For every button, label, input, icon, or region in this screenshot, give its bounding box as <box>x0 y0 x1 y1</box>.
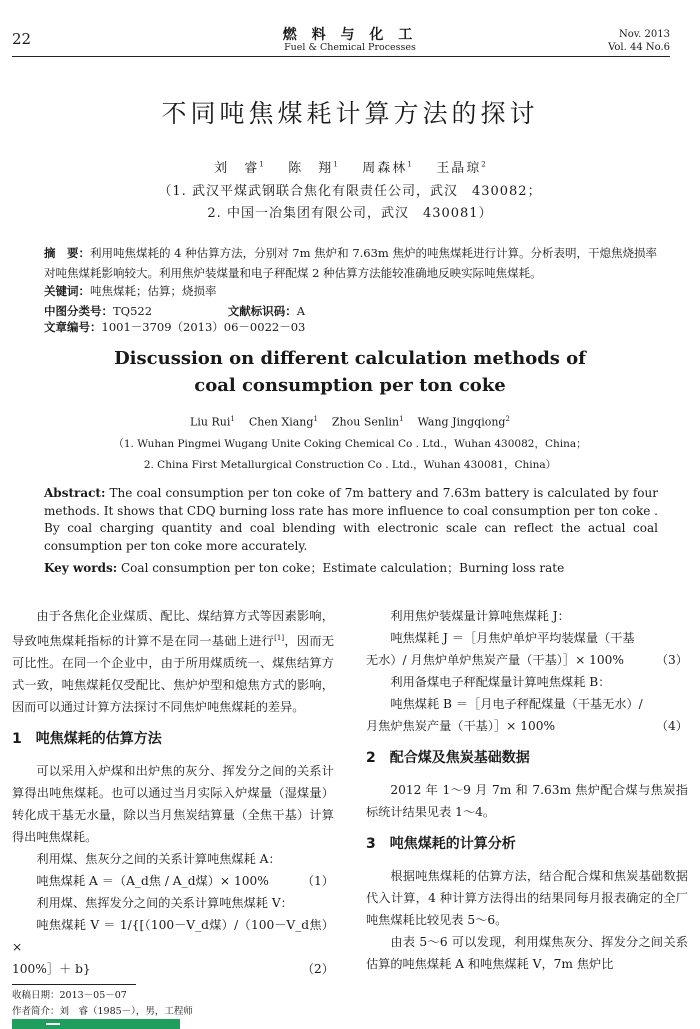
equation-1-number: （1） <box>301 874 334 889</box>
page-number: 22 <box>12 30 32 48</box>
equation-3-line-1: 吨焦煤耗 J ＝［月焦炉单炉平均装煤量（干基 <box>390 631 635 645</box>
equation-2-line-1: 吨焦煤耗 V ＝ 1/{[（100－V_d煤）/（100－V_d焦）× <box>12 918 334 955</box>
author-en-name: Chen Xiang <box>248 415 314 429</box>
journal-name-cn: 燃 料 与 化 工 <box>282 27 418 43</box>
equation-4 <box>366 715 688 737</box>
author-en-sup: 1 <box>313 415 318 423</box>
section-1-paragraph: 可以采用入炉煤和出炉焦的灰分、挥发分之间的关系计算得出吨焦煤耗。也可以通过当月实际入炉煤量（湿煤量）转化成干基无水量，除以当月焦炭结算量（全焦干基）计算得出吨焦煤耗。 <box>12 764 334 845</box>
doc-code <box>228 303 341 319</box>
method-v-intro: 利用煤、焦挥发分之间的关系计算吨焦煤耗 V： <box>36 896 293 911</box>
method-j-intro: 利用焦炉装煤量计算吨焦煤耗 J： <box>390 609 570 623</box>
article-label: 文章编号： <box>44 320 102 334</box>
section-1-heading: 1 吨焦煤耗的估算方法 <box>12 731 162 748</box>
section-2-heading: 2 配合煤及焦炭基础数据 <box>366 750 530 766</box>
section-2-paragraph: 2012 年 1～9 月 7m 和 7.63m 焦炉配合煤与焦炭指标统计结果见表 1～4。 <box>366 783 688 819</box>
authors-en <box>0 415 700 429</box>
footer-accent-bar <box>12 1019 180 1029</box>
affiliation-en-2: 2. China First Metallurgical Construction Co . Ltd.，Wuhan 430081，China） <box>143 459 557 471</box>
equation-4-number: （4） <box>655 719 688 733</box>
equation-3-number: （3） <box>655 653 688 667</box>
equation-1 <box>12 870 334 892</box>
equation-2-number: （2） <box>301 962 334 977</box>
author-name: 刘 睿 <box>214 161 260 176</box>
author-name: 王晶琼 <box>436 161 482 176</box>
article-value: 1001－3709（2013）06－0022－03 <box>101 320 306 334</box>
section-3-paragraph-2: 由表 5～6 可以发现，利用煤焦灰分、挥发分之间关系估算的吨焦煤耗 A 和吨焦煤耗 V，7m 焦炉比 <box>366 935 688 971</box>
method-b-intro: 利用备煤电子秤配煤量计算吨焦煤耗 B： <box>390 675 611 689</box>
citation-ref: [1] <box>274 634 285 642</box>
affiliation-cn-2: 2. 中国一冶集团有限公司，武汉 430081） <box>207 206 493 221</box>
author-name: 陈 翔 <box>288 161 334 176</box>
section-3-paragraph-1: 根据吨焦煤耗的估算方法，结合配合煤和焦炭基础数据代入计算，4 种计算方法得出的结果同每月报表确定的全厂吨焦煤耗比较见表 5～6。 <box>366 869 688 927</box>
intro-paragraph <box>12 605 334 718</box>
equation-4-line-1: 吨焦煤耗 B ＝［月电子秤配煤量（干基无水）/ <box>390 697 643 711</box>
abstract-en-text: The coal consumption per ton coke of 7m battery and 7.63m battery is calculated by four methods. It shows that CDQ burning loss rate has more influence to coal consumption per ton coke . By coal charging quantity and coal blending with electronic scale can reflect the actual coal consumption per ton coke more accurately. <box>44 486 658 553</box>
author-sup: 2 <box>481 160 486 169</box>
equation-2 <box>12 958 334 980</box>
paper-title-cn: 不同吨焦煤耗计算方法的探讨 <box>161 99 539 128</box>
equation-1-formula: 吨焦煤耗 A ＝（A_d焦 / A_d煤）× 100% <box>36 874 269 889</box>
received-date: 收稿日期：2013－05－07 <box>12 990 127 1001</box>
abstract-cn-text: 利用吨焦煤耗的 4 种估算方法，分别对 7m 焦炉和 7.63m 焦炉的吨焦煤耗进行计算。分析表明，干熄焦烧损率对吨焦煤耗影响较大。利用焦炉装煤量和电子秤配煤 2 种估算方法能较准确地反映实际吨焦煤耗。 <box>44 246 657 280</box>
journal-name-en: Fuel & Chemical Processes <box>284 42 416 53</box>
issue-date: Nov. 2013 <box>618 29 670 40</box>
volume-number: Vol. 44 No.6 <box>608 42 670 53</box>
classification-line <box>44 303 664 335</box>
author-sup: 1 <box>259 160 264 169</box>
doc-value: A <box>296 304 306 318</box>
body-left-column <box>12 605 334 980</box>
authors-cn <box>0 157 700 176</box>
keywords-en-text: Coal consumption per ton coke；Estimate calculation；Burning loss rate <box>117 561 565 575</box>
author-en-name: Liu Rui <box>190 415 231 429</box>
clc-number <box>44 303 188 319</box>
title-en-line-1: Discussion on different calculation methods of <box>114 348 586 369</box>
author-sup: 1 <box>333 160 338 169</box>
intro-text-2: ，因而无可比性。在同一个企业中，由于所用煤质统一、煤焦结算方式一致，吨焦煤耗仅受配比、焦炉炉型和熄焦方式的影响，因而可以通过计算方法探讨不同焦炉吨焦煤耗的差异。 <box>12 634 335 715</box>
body-right-column <box>366 605 688 975</box>
keywords-cn-text: 吨焦煤耗；估算；烧损率 <box>90 284 217 298</box>
article-number <box>44 319 341 335</box>
paper-title-en <box>0 345 700 399</box>
doc-label: 文献标识码： <box>227 304 297 318</box>
intro-text-1: 由于各焦化企业煤质、配比、煤结算方式等因素影响，导致吨焦煤耗指标的计算不是在同一基础上进行 <box>12 609 334 649</box>
author-en-sup: 1 <box>399 415 404 423</box>
keywords-en-label: Key words: <box>44 561 118 575</box>
section-3-heading: 3 吨焦煤耗的计算分析 <box>366 836 516 852</box>
accent-bar-mark <box>46 1023 60 1025</box>
author-en-name: Zhou Senlin <box>331 415 400 429</box>
abstract-cn <box>44 243 662 283</box>
author-en-sup: 1 <box>230 415 235 423</box>
header-rule <box>12 56 670 57</box>
keywords-cn-label: 关键词： <box>44 284 90 298</box>
abstract-cn-label: 摘 要： <box>44 246 90 260</box>
abstract-en-label: Abstract: <box>44 486 106 500</box>
keywords-cn <box>44 283 217 299</box>
title-en-line-2: coal consumption per ton coke <box>194 375 506 396</box>
equation-2-line-2: 100%］＋ b} <box>12 962 91 977</box>
clc-value: TQ522 <box>113 304 153 318</box>
footnote-rule <box>12 984 136 985</box>
keywords-en <box>44 559 658 576</box>
author-bio: 作者简介：刘 睿（1985－），男，工程师 <box>12 1006 193 1017</box>
equation-3 <box>366 649 688 671</box>
clc-label: 中图分类号： <box>44 304 113 318</box>
abstract-en <box>44 485 658 555</box>
author-name: 周森林 <box>362 161 408 176</box>
equation-4-line-2: 月焦炉焦炭产量（干基）］× 100% <box>366 719 556 733</box>
author-sup: 1 <box>407 160 412 169</box>
author-en-sup: 2 <box>505 415 510 423</box>
author-en-name: Wang Jingqiong <box>417 415 506 429</box>
affiliation-cn-1: （1. 武汉平煤武钢联合焦化有限责任公司，武汉 430082； <box>158 184 542 199</box>
method-a-intro: 利用煤、焦灰分之间的关系计算吨焦煤耗 A： <box>36 852 281 867</box>
equation-3-line-2: 无水）/ 月焦炉单炉焦炭产量（干基）］× 100% <box>366 653 624 667</box>
affiliation-en-1: （1. Wuhan Pingmei Wugang Unite Coking Chemical Co . Ltd.，Wuhan 430082，China； <box>113 438 587 450</box>
